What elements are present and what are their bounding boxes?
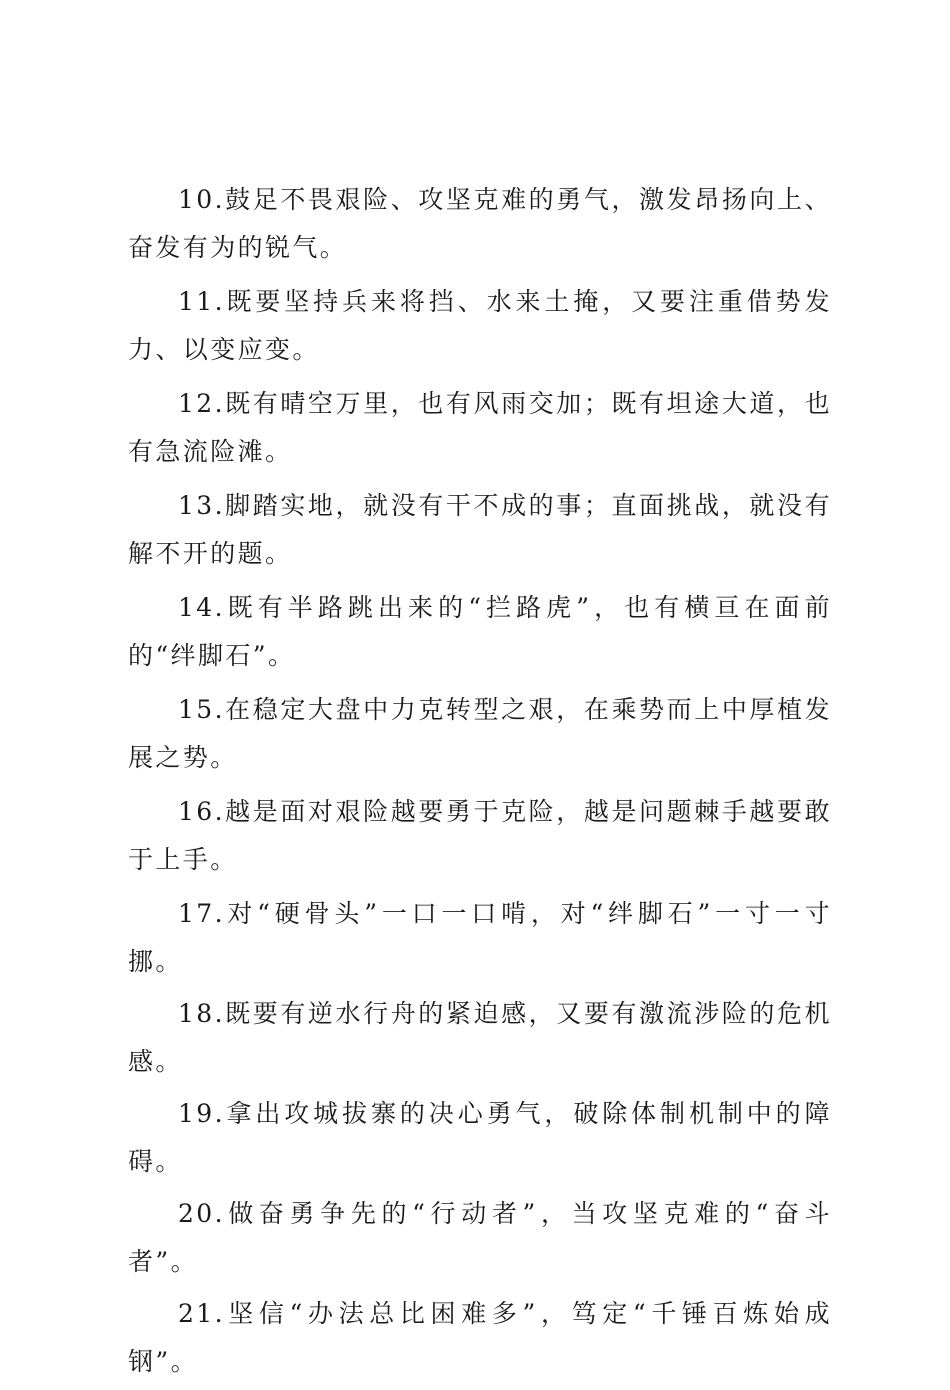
paragraph-15: 15.在稳定大盘中力克转型之艰，在乘势而上中厚植发展之势。 — [128, 695, 832, 772]
paragraph-10: 10.鼓足不畏艰险、攻坚克难的勇气，激发昂扬向上、奋发有为的锐气。 — [128, 185, 832, 262]
paragraph-20: 20.做奋勇争先的“行动者”，当攻坚克难的“奋斗者”。 — [128, 1199, 832, 1276]
paragraph-14: 14.既有半路跳出来的“拦路虎”，也有横亘在面前的“绊脚石”。 — [128, 593, 832, 670]
paragraph-11: 11.既要坚持兵来将挡、水来土掩，又要注重借势发力、以变应变。 — [128, 287, 832, 364]
paragraph-17: 17.对“硬骨头”一口一口啃，对“绊脚石”一寸一寸挪。 — [128, 899, 832, 976]
paragraph-12: 12.既有晴空万里，也有风雨交加；既有坦途大道，也有急流险滩。 — [128, 389, 832, 466]
paragraph-18: 18.既要有逆水行舟的紧迫感，又要有激流涉险的危机感。 — [128, 999, 832, 1076]
paragraph-21: 21.坚信“办法总比困难多”，笃定“千锤百炼始成钢”。 — [128, 1299, 832, 1376]
paragraph-19: 19.拿出攻城拔寨的决心勇气，破除体制机制中的障碍。 — [128, 1099, 832, 1176]
paragraph-13: 13.脚踏实地，就没有干不成的事；直面挑战，就没有解不开的题。 — [128, 491, 832, 568]
paragraph-16: 16.越是面对艰险越要勇于克险，越是问题棘手越要敢于上手。 — [128, 797, 832, 874]
document-body — [128, 176, 832, 1390]
